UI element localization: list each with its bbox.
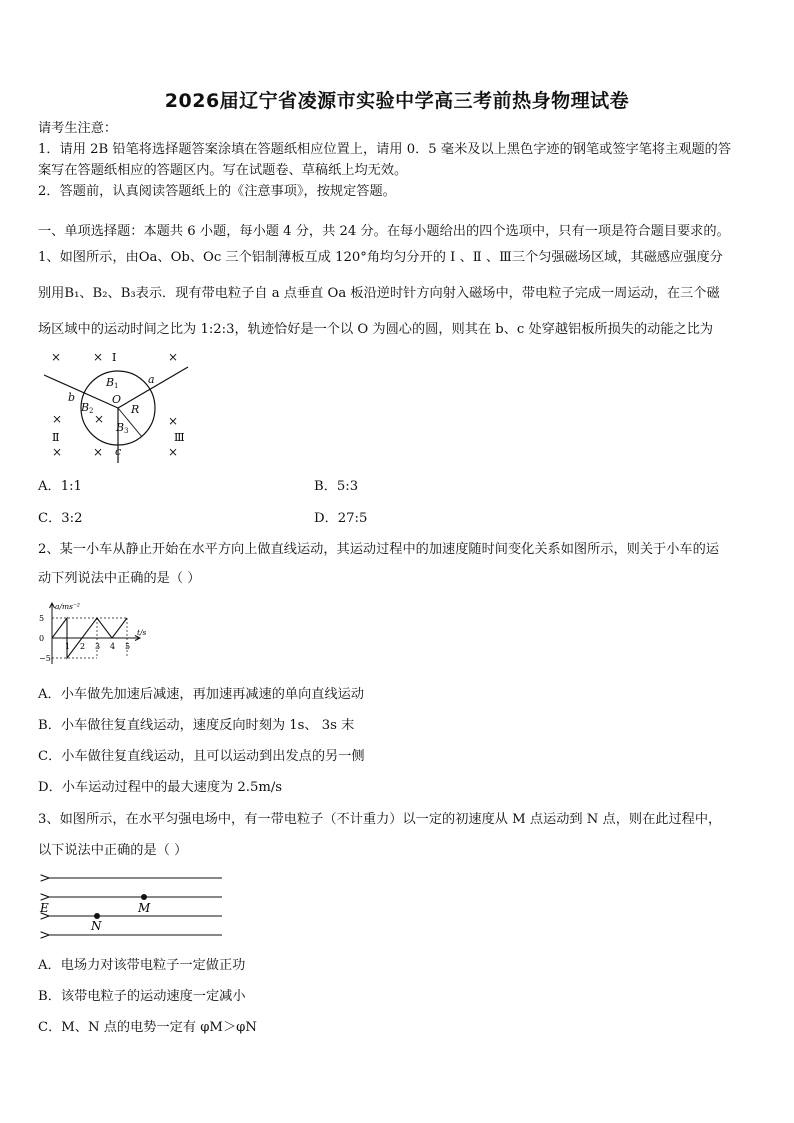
q2-option-d[interactable]: D．小车运动过程中的最大速度为 2.5m/s (38, 780, 283, 795)
q1-option-d[interactable]: D．27:5 (314, 511, 368, 526)
notice-item-1-line-2: 案写在答题纸相应的答题区内。写在试题卷、草稿纸上均无效。 (38, 163, 408, 178)
label-b2-sub: 2 (89, 407, 94, 415)
q1-option-a[interactable]: A．1:1 (38, 479, 82, 494)
y-tick-label: 0 (39, 634, 45, 643)
page-title: 2026届辽宁省凌源市实验中学高三考前热身物理试卷 (164, 90, 630, 112)
cross-mark: × (93, 445, 104, 459)
q1-option-b[interactable]: B．5:3 (314, 479, 359, 494)
cross-mark: × (94, 412, 105, 426)
q3-line-2: 以下说法中正确的是（ ） (38, 843, 188, 858)
q3-electric-field-figure (36, 868, 226, 944)
q2-acceleration-chart (34, 600, 154, 668)
cross-mark: × (168, 445, 179, 459)
x-tick-label: 5 (125, 642, 131, 651)
q3-line-1: 3、如图所示，在水平匀强电场中，有一带电粒子（不计重力）以一定的初速度从 M 点运动到 N 点，则在此过程中， (38, 812, 722, 827)
q2-line-1: 2、某一小车从静止开始在水平方向上做直线运动，其运动过程中的加速度随时间变化关系如图所示，则关于小车的运 (38, 542, 719, 557)
label-b3-sub: 3 (124, 427, 129, 435)
q1-magnetic-field-figure (36, 345, 206, 470)
label-o: O (112, 393, 122, 406)
label-b3: B (116, 421, 125, 434)
cross-mark: × (51, 350, 62, 364)
q3-option-b[interactable]: B．该带电粒子的运动速度一定减小 (38, 989, 246, 1004)
notice-item-1-line-1: 1．请用 2B 铅笔将选择题答案涂填在答题纸相应位置上，请用 0．5 毫米及以上黑色字迹的钢笔或签字笔将主观题的答 (38, 142, 732, 157)
notice-heading: 请考生注意： (38, 121, 118, 136)
x-tick-label: 1 (65, 642, 71, 651)
q2-option-a[interactable]: A．小车做先加速后减速，再加速再减速的单向直线运动 (38, 687, 365, 702)
section-heading: 一、单项选择题：本题共 6 小题，每小题 4 分，共 24 分。在每小题给出的四个选项中，只有一项是符合题目要求的。 (38, 224, 730, 239)
q2-option-b[interactable]: B．小车做往复直线运动，速度反向时刻为 1s、 3s 末 (38, 718, 355, 733)
label-r: R (131, 403, 140, 416)
label-b1: B (106, 376, 115, 389)
label-e: E (40, 901, 49, 915)
cross-mark: × (168, 414, 179, 428)
q3-option-a[interactable]: A．电场力对该带电粒子一定做正功 (38, 958, 246, 973)
label-b2: B (81, 401, 90, 414)
point-m (141, 894, 147, 900)
x-axis-label: t/s (137, 628, 147, 637)
q1-line-2: 别用B₁、B₂、B₃表示．现有带电粒子自 a 点垂直 Oa 板沿逆时针方向射入磁场中，带电粒子完成一周运动，在三个磁 (38, 286, 720, 301)
cross-mark: × (168, 350, 179, 364)
q2-option-c[interactable]: C．小车做往复直线运动，且可以运动到出发点的另一侧 (38, 749, 365, 764)
q3-option-c[interactable]: C．M、N 点的电势一定有 φM＞φN (38, 1020, 257, 1035)
notice-item-2: 2．答题前，认真阅读答题纸上的《注意事项》，按规定答题。 (38, 184, 396, 199)
region-3-label: Ⅲ (174, 431, 185, 444)
x-tick-label: 2 (80, 642, 86, 651)
cross-mark: × (52, 412, 63, 426)
label-m: M (138, 901, 151, 915)
q1-line-3: 场区域中的运动时间之比为 1:2:3，轨迹恰好是一个以 O 为圆心的圆，则其在 b、c 处穿越铝板所损失的动能之比为 (38, 322, 714, 337)
cross-mark: × (93, 350, 104, 364)
region-1-label: Ⅰ (112, 351, 117, 364)
y-tick-label: −5 (39, 654, 51, 663)
x-tick-label: 3 (95, 642, 101, 651)
q2-line-2: 动下列说法中正确的是（ ） (38, 571, 201, 586)
y-axis-label: a/ms⁻² (55, 602, 80, 611)
q1-line-1: 1、如图所示，由Oa、Ob、Oc 三个铝制薄板互成 120°角均匀分开的 Ⅰ 、Ⅱ 、Ⅲ三个匀强磁场区域，其磁感应强度分 (38, 250, 723, 265)
q1-option-c[interactable]: C．3:2 (38, 511, 83, 526)
x-tick-label: 4 (110, 642, 116, 651)
label-n: N (91, 919, 102, 933)
region-2-label: Ⅱ (52, 431, 60, 444)
label-b1-sub: 1 (114, 382, 119, 390)
label-c: c (115, 445, 122, 458)
label-b: b (68, 391, 76, 404)
cross-mark: × (52, 445, 63, 459)
label-a: a (148, 373, 155, 386)
y-tick-label: 5 (39, 614, 45, 623)
